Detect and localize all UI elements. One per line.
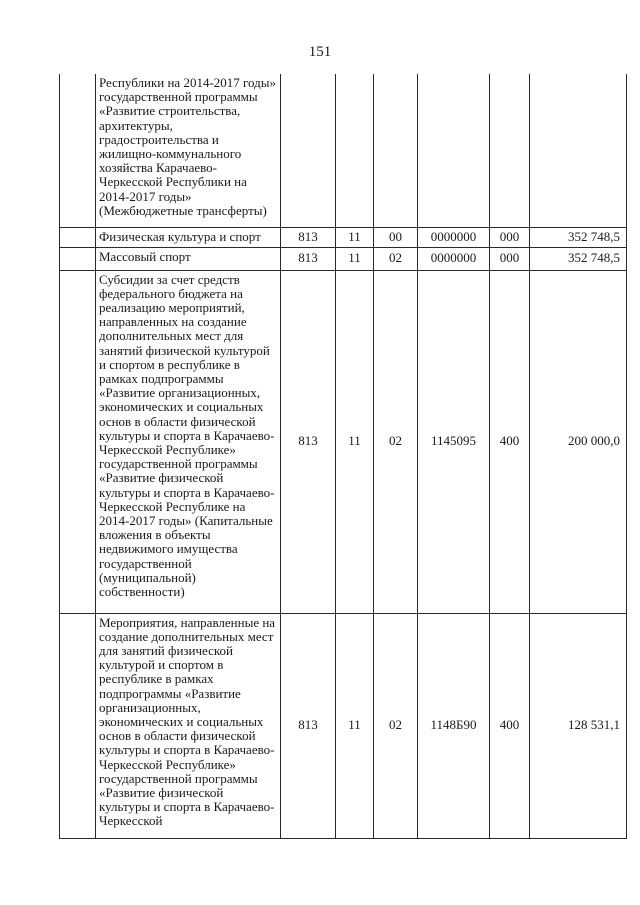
row-ministry: 813 [281,613,336,838]
row-section: 11 [336,227,374,247]
row-amount: 128 531,1 [530,613,627,838]
row-description: Физическая культура и спорт [96,227,281,247]
table-row [60,613,627,838]
row-section: 11 [336,613,374,838]
table-row [60,74,627,227]
row-ministry [281,74,336,227]
row-blank-cell [60,613,96,838]
row-amount: 352 748,5 [530,227,627,247]
row-subsection: 00 [374,227,418,247]
row-vid: 000 [490,247,530,270]
row-description: Массовый спорт [96,247,281,270]
row-ministry: 813 [281,270,336,613]
row-vid: 000 [490,227,530,247]
row-target: 1145095 [418,270,490,613]
row-blank-cell [60,247,96,270]
page-number: 151 [308,44,332,60]
row-amount: 352 748,5 [530,247,627,270]
row-description: Мероприятия, направленные на создание дополнительных мест для занятий физической культурой и спортом в республике в рамках подпрограммы «Развитие организационных, экономических и социальных основ в области физической культуры и спорта в Карачаево-Черкесской Республике» государственной программы «Развитие физической культуры и спорта в Карачаево-Черкесской [96,613,281,838]
row-amount [530,74,627,227]
row-subsection: 02 [374,613,418,838]
row-description: Субсидии за счет средств федерального бюджета на реализацию мероприятий, направленных на создание дополнительных мест для занятий физической культурой и спортом в республике в рамках подпрограммы «Развитие организационных, экономических и социальных основ в области физической культуры и спорта в Карачаево-Черкесской Республике» государственной программы «Развитие физической культуры и спорта в Карачаево-Черкесской Республике на 2014-2017 годы» (Капитальные вложения в объекты недвижимого имущества государственной (муниципальной) собственности) [96,270,281,613]
row-section [336,74,374,227]
row-ministry: 813 [281,247,336,270]
row-blank-cell [60,74,96,227]
row-vid: 400 [490,613,530,838]
budget-table [59,74,627,839]
table-row [60,270,627,613]
row-blank-cell [60,227,96,247]
row-ministry: 813 [281,227,336,247]
row-section: 11 [336,270,374,613]
row-vid [490,74,530,227]
row-blank-cell [60,270,96,613]
row-target [418,74,490,227]
row-subsection [374,74,418,227]
row-target: 0000000 [418,247,490,270]
row-description: Республики на 2014-2017 годы» государственной программы «Развитие строительства, архитектуры, градостроительства и жилищно-коммунального хозяйства Карачаево-Черкесской Республики на 2014-2017 годы» (Межбюджетные трансферты) [96,74,281,227]
row-target: 1148Б90 [418,613,490,838]
row-section: 11 [336,247,374,270]
table-row [60,227,627,247]
row-target: 0000000 [418,227,490,247]
table-row [60,247,627,270]
row-vid: 400 [490,270,530,613]
row-subsection: 02 [374,270,418,613]
row-subsection: 02 [374,247,418,270]
row-amount: 200 000,0 [530,270,627,613]
